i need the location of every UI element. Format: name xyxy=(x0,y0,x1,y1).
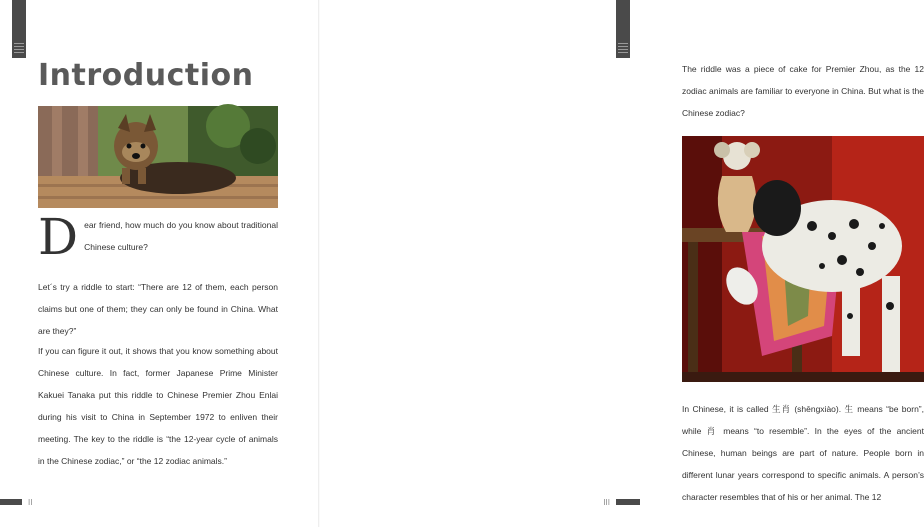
left-page xyxy=(0,0,320,527)
page-number-left: II xyxy=(28,498,33,507)
corner-tab-right xyxy=(616,0,630,58)
footer-bar-left xyxy=(0,499,22,505)
intro-text: ear friend, how much do you know about traditional Chinese culture? xyxy=(84,220,278,252)
corner-tab-left xyxy=(12,0,26,58)
dalmatian-painting xyxy=(682,136,924,382)
page-number-right: III xyxy=(603,498,610,507)
intro-paragraph xyxy=(38,208,278,266)
drop-cap: D xyxy=(38,208,79,266)
riddle-paragraph: Let´s try a riddle to start: “There are 12 of them, each person claims but one of them; they can only be found in China. What are they?” xyxy=(38,282,278,336)
figure-out-paragraph: If you can figure it out, it shows that you know something about Chinese culture. In fact, former Japanese Prime Minister Kakuei Tanaka put this riddle to Chinese Premier Zhou Enlai during his visit to China in September 1972 to enliven their meeting. The key to the riddle is “the 12-year cycle of animals in the Chinese zodiac,” or “the 12 zodiac animals.” xyxy=(38,346,278,466)
page-title: Introduction xyxy=(38,58,254,93)
chinese-zodiac-paragraph: In Chinese, it is called 生肖 (shēngxiào). 生 means “be born”, while 肖 means “to resemble”. In the eyes of the ancient Chinese, human beings are part of nature. People born in different lunar years correspond to specific animals. A person’s character resembles that of his or her animal. The 12 xyxy=(682,404,924,502)
cake-paragraph: The riddle was a piece of cake for Premier Zhou, as the 12 zodiac animals are familiar to everyone in China. But what is the Chinese zodiac? xyxy=(682,64,924,118)
footer-bar-right xyxy=(616,499,640,505)
terrier-photo xyxy=(38,106,278,208)
right-page xyxy=(320,0,924,527)
